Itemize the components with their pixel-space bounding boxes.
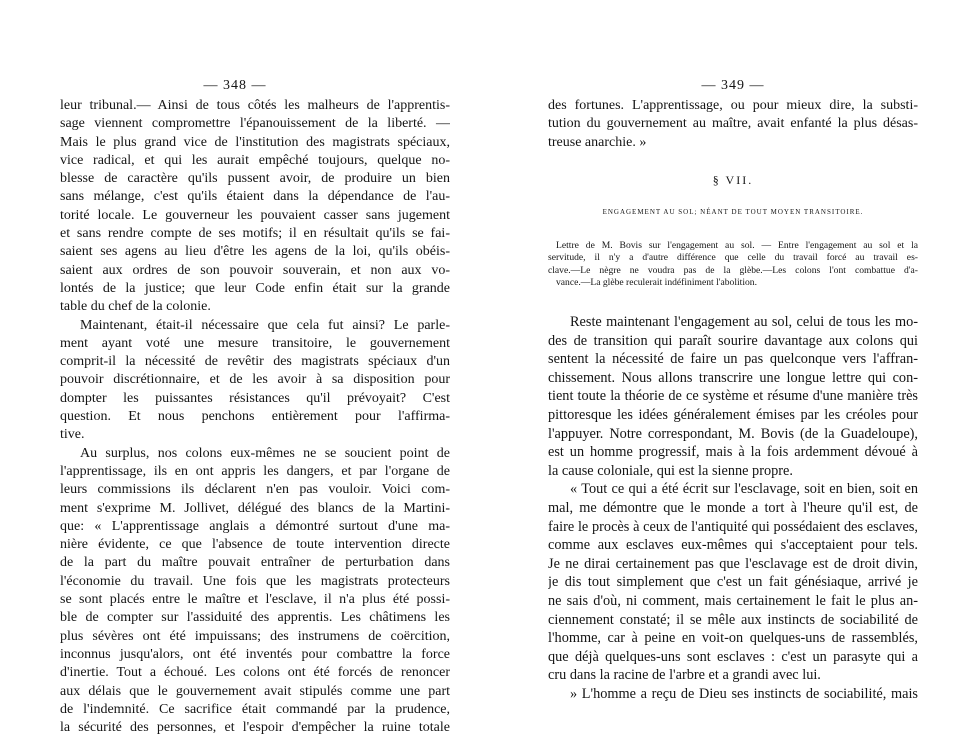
- text-line: comme aux esclaves eux-mêmes qui s'acceptaient pour tels.: [548, 537, 918, 554]
- text-line: question. Et nous penchons entièrement pour l'affirma-: [60, 409, 450, 425]
- text-line: treuse anarchie. »: [548, 134, 647, 150]
- text-line: la sécurité des personnes, et l'espoir d'empêcher la ruine totale: [60, 720, 450, 736]
- text-line: je dis tout simplement que c'est un fait génésiaque, arrivé je: [548, 574, 918, 591]
- right-top-text: [548, 97, 918, 152]
- text-line: Je ne dirai certainement pas que l'esclavage est de droit divin,: [548, 555, 918, 572]
- text-line: chissement. Nous allons transcrire une longue lettre qui con-: [548, 369, 918, 386]
- text-line: tient toute la théorie de ce système et résume d'une manière très: [548, 388, 918, 405]
- left-body-text: [60, 97, 450, 737]
- text-line: d'inertie. Tout a échoué. Les colons ont été forcés de renoncer: [60, 665, 450, 681]
- text-line: comprit-il la nécessité de revêtir des magistrats spéciaux d'un: [60, 354, 450, 370]
- summary-line: servitude, il n'y a d'autre différence que celle du travail forcé au travail es-: [548, 252, 918, 264]
- summary-line: Lettre de M. Bovis sur l'engagement au sol. — Entre l'engagement au sol et la: [556, 240, 918, 251]
- text-line: tive.: [60, 427, 85, 443]
- text-line: aux délais que le gouvernement avait stipulés comme une part: [60, 683, 450, 699]
- text-line: table du chef de la colonie.: [60, 299, 211, 315]
- text-line: blesse de caractère qu'ils pussent avoir, de produire un bien: [60, 171, 450, 187]
- text-line: « Tout ce qui a été écrit sur l'esclavage, soit en bien, soit en: [570, 481, 918, 498]
- text-line: de la part du maître pouvait entraîner de perturbation dans: [60, 555, 450, 571]
- text-line: ne sais d'où, ni comment, mais certainement le fait le plus an-: [548, 592, 918, 609]
- text-line: pittoresque les idées généralement émises par les créoles pour: [548, 406, 918, 423]
- text-line: ment s'exprime M. Jollivet, délégué des blancs de la Martini-: [60, 500, 450, 516]
- text-line: ble de compter sur l'assiduité des apprentis. Les châtimens les: [60, 610, 450, 626]
- text-line: dompter les puissantes résistances qu'il prévoyait? C'est: [60, 390, 450, 406]
- text-line: nière évidente, ce que l'absence de toute intervention directe: [60, 537, 450, 553]
- text-line: de l'indemnité. Ce sacrifice était commandé par la prudence,: [60, 701, 450, 717]
- text-line: l'économie du travail. Une fois que les magistrats protecteurs: [60, 573, 450, 589]
- text-line: sage viennent compromettre l'épanouissement de la liberté. —: [60, 116, 450, 132]
- left-page: [60, 0, 450, 754]
- text-line: plus sévères ont été impuissans; des instrumens de coërcition,: [60, 628, 450, 644]
- section-summary: [548, 240, 918, 290]
- text-line: que déjà quelques-uns sont esclaves : c'est un parasyte qui a: [548, 648, 918, 665]
- text-line: vice radical, et qui les aurait empêché toujours, quelque no-: [60, 152, 450, 168]
- text-line: torité locale. Le gouverneur les pouvaient casser sans jugement: [60, 207, 450, 223]
- text-line: ciennement constaté; il se mêle aux instincts de sociabilité de: [548, 611, 918, 628]
- text-line: saient ses agens au lieu d'être les agens de la loi, qu'ils obéis-: [60, 244, 450, 260]
- text-line: lontés de la justice; que leur Code enfin était sur la grande: [60, 280, 450, 296]
- text-line: faire le procès à ceux de l'antiquité qui possédaient des esclaves,: [548, 518, 918, 535]
- text-line: des de transition qui paraît sourire davantage aux colons qui: [548, 332, 918, 349]
- text-line: tution du gouvernement au maître, avait enfanté la plus désas-: [548, 116, 918, 132]
- text-line: leur tribunal.— Ainsi de tous côtés les malheurs de l'apprentis-: [60, 98, 450, 113]
- text-line: sans mélange, c'est qu'ils étaient dans la dépendance de l'au-: [60, 189, 450, 205]
- text-line: mal, me démontre que le monde a tort à l'heure qu'il est, de: [548, 499, 918, 516]
- text-line: l'apprentissage, ils en ont appris les dangers, et par l'organe de: [60, 463, 450, 479]
- text-line: cru dans la racine de l'arbre et a grandi avec lui.: [548, 667, 821, 684]
- text-line: des fortunes. L'apprentissage, ou pour mieux dire, la substi-: [548, 98, 918, 113]
- text-line: ment ayant voté une mesure transitoire, le gouvernement: [60, 335, 450, 351]
- section-title: § VII.: [712, 173, 754, 187]
- text-line: sentent la nécessité de faire un pas quelconque vers l'affran-: [548, 351, 918, 368]
- right-body-text: [548, 313, 918, 703]
- text-line: Reste maintenant l'engagement au sol, celui de tous les mo-: [570, 314, 918, 330]
- text-line: Au surplus, nos colons eux-mêmes ne se soucient point de: [80, 445, 450, 461]
- text-line: Maintenant, était-il nécessaire que cela fut ainsi? Le parle-: [80, 317, 450, 333]
- text-line: est un homme progressif, mais à la fois ardemment dévoué à: [548, 444, 918, 461]
- summary-line: clave.—Le nègre ne voudra pas de la glèbe.—Les colons l'ont combattue d'a-: [548, 264, 918, 276]
- page-number-right: — 349 —: [701, 78, 765, 93]
- text-line: saient aux ordres de son pouvoir souverain, et non aux vo-: [60, 262, 450, 278]
- text-line: se sont placés entre le maître et l'esclave, il n'a plus été possi-: [60, 592, 450, 608]
- page-number-left: — 348 —: [203, 78, 267, 93]
- summary-line: vance.—La glèbe reculerait indéfiniment l'abolition.: [556, 277, 757, 289]
- text-line: la cause coloniale, qui est la sienne propre.: [548, 462, 793, 479]
- section-subtitle: ENGAGEMENT AU SOL; NÉANT DE TOUT MOYEN TRANSITOIRE.: [602, 208, 864, 216]
- right-page: [548, 0, 918, 754]
- text-line: et sans rendre compte de ses motifs; il en résultait qu'ils se fai-: [60, 226, 450, 242]
- text-line: leurs commissions ils déclarent n'en pas vouloir. Voici com-: [60, 482, 450, 498]
- text-line: Mais le plus grand vice de l'institution des magistrats spéciaux,: [60, 134, 450, 150]
- text-line: que: « L'apprentissage anglais a démontré surtout d'une ma-: [60, 518, 450, 534]
- text-line: » L'homme a reçu de Dieu ses instincts de sociabilité, mais: [570, 685, 918, 702]
- text-line: pouvoir discrétionnaire, et de les avoir à sa disposition pour: [60, 372, 450, 388]
- text-line: l'appuyer. Notre correspondant, M. Bovis (de la Guadeloupe),: [548, 425, 918, 442]
- text-line: inconnus jusqu'alors, ont été inventés pour combattre la force: [60, 646, 450, 662]
- text-line: l'homme, car à peine en voit-on quelques-uns de rassemblés,: [548, 630, 918, 647]
